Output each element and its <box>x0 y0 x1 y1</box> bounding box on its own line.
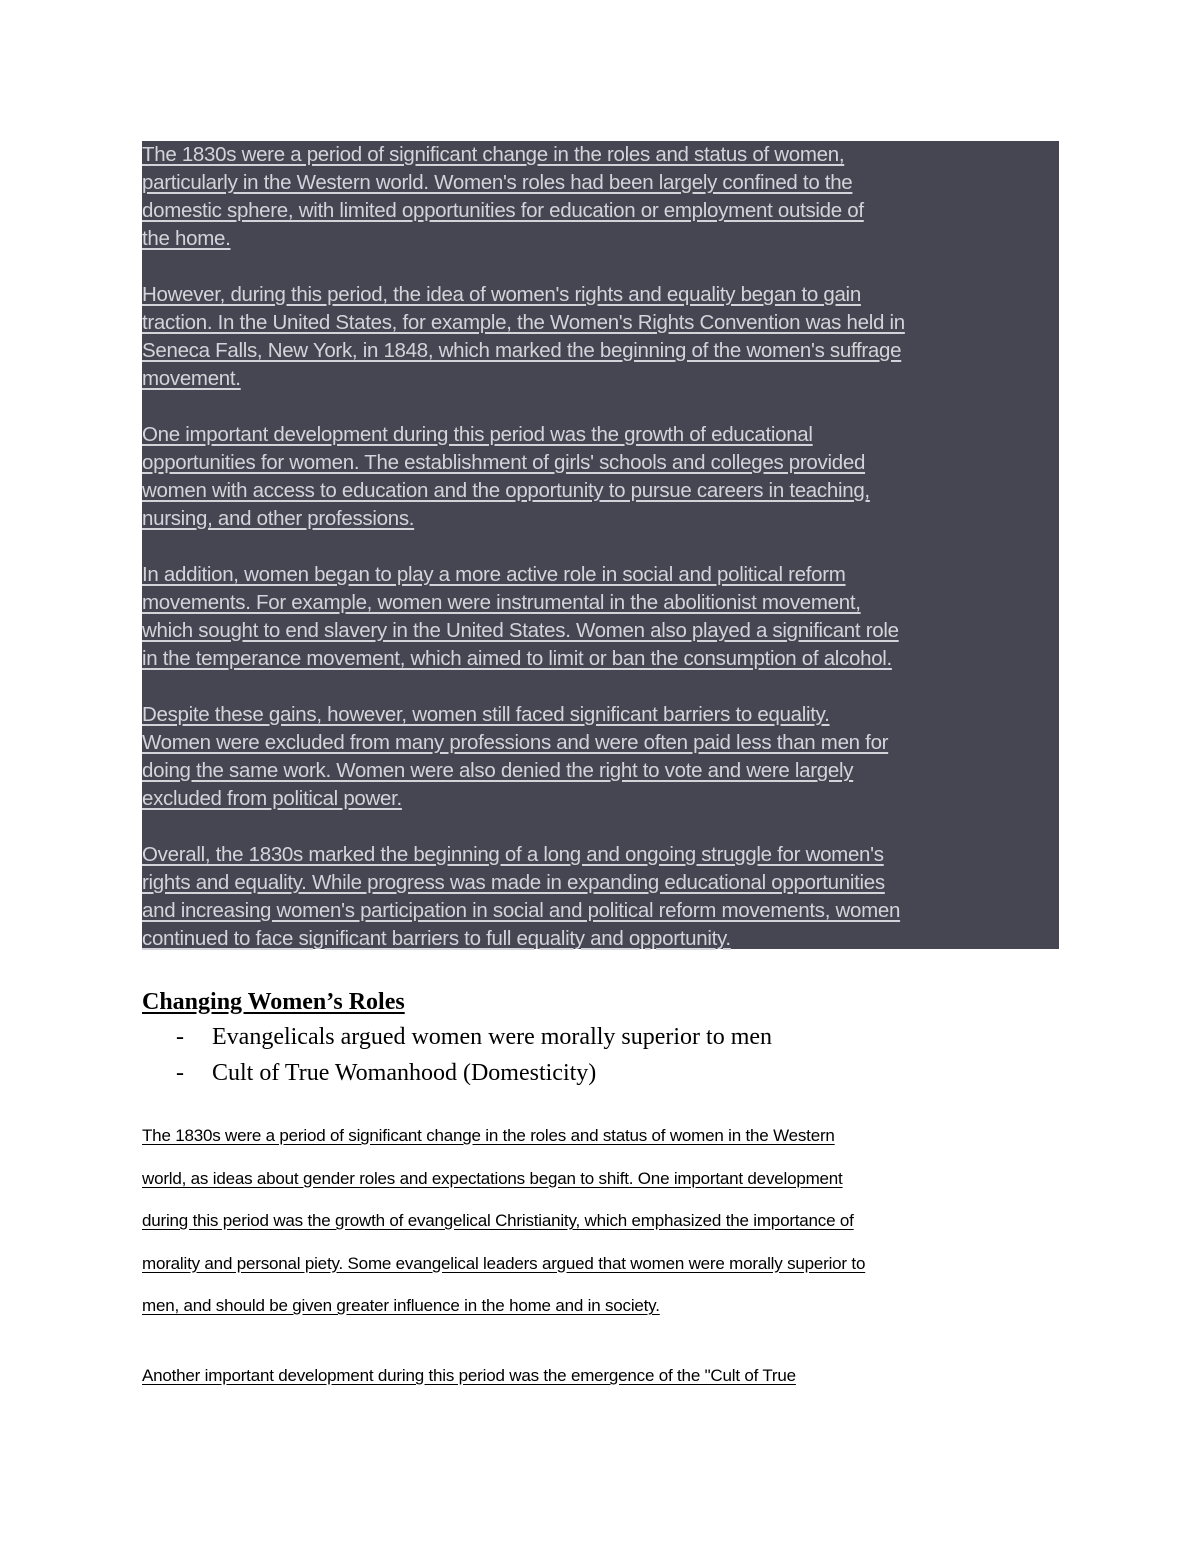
section-heading: Changing Women’s Roles <box>142 989 405 1015</box>
text-line: continued to face significant barriers to full equality and opportunity. <box>142 927 731 950</box>
text-line: which sought to end slavery in the United States. Women also played a significant role <box>142 619 899 642</box>
highlighted-paragraph-4 <box>142 561 1059 673</box>
highlighted-paragraph-5 <box>142 701 1059 813</box>
text-line: movements. For example, women were instrumental in the abolitionist movement, <box>142 591 861 614</box>
list-item <box>142 1060 772 1096</box>
list-item <box>142 1024 772 1060</box>
text-line: women with access to education and the opportunity to pursue careers in teaching, <box>142 479 870 502</box>
text-line: excluded from political power. <box>142 787 402 810</box>
text-line: opportunities for women. The establishment of girls' schools and colleges provided <box>142 451 866 474</box>
text-line: morality and personal piety. Some evangelical leaders argued that women were morally superior to <box>142 1253 866 1273</box>
bullet-list <box>142 1024 772 1096</box>
text-line: during this period was the growth of evangelical Christianity, which emphasized the importance of <box>142 1211 854 1230</box>
text-line: doing the same work. Women were also denied the right to vote and were largely <box>142 759 854 782</box>
text-line: particularly in the Western world. Women's roles had been largely confined to the <box>142 171 853 194</box>
bullet-marker: - <box>176 1024 184 1050</box>
text-line: domestic sphere, with limited opportunities for education or employment outside of <box>142 199 864 222</box>
bullet-marker: - <box>176 1060 184 1086</box>
body-paragraph-1 <box>142 1115 1072 1328</box>
text-line: However, during this period, the idea of women's rights and equality began to gain <box>142 283 861 306</box>
bullet-text: Cult of True Womanhood (Domesticity) <box>212 1060 597 1086</box>
text-line: Seneca Falls, New York, in 1848, which marked the beginning of the women's suffrage <box>142 339 902 362</box>
text-line: Despite these gains, however, women still faced significant barriers to equality. <box>142 703 830 726</box>
highlighted-text-block <box>142 141 1059 949</box>
highlighted-paragraph-1 <box>142 141 1059 253</box>
text-line: traction. In the United States, for example, the Women's Rights Convention was held in <box>142 311 905 334</box>
bullet-text: Evangelicals argued women were morally superior to men <box>212 1024 773 1050</box>
highlighted-paragraph-6 <box>142 841 1059 953</box>
text-line: and increasing women's participation in social and political reform movements, women <box>142 899 901 922</box>
text-line: In addition, women began to play a more active role in social and political reform <box>142 563 846 586</box>
text-line: The 1830s were a period of significant change in the roles and status of women in the Western <box>142 1126 835 1145</box>
text-line: The 1830s were a period of significant change in the roles and status of women, <box>142 143 845 166</box>
text-line: nursing, and other professions. <box>142 507 415 530</box>
text-line: in the temperance movement, which aimed to limit or ban the consumption of alcohol. <box>142 647 892 670</box>
text-line: rights and equality. While progress was made in expanding educational opportunities <box>142 871 885 894</box>
text-line: the home. <box>142 227 231 250</box>
highlighted-paragraph-2 <box>142 281 1059 393</box>
highlighted-paragraph-3 <box>142 421 1059 533</box>
text-line: Overall, the 1830s marked the beginning of a long and ongoing struggle for women's <box>142 843 884 866</box>
text-line: Women were excluded from many professions and were often paid less than men for <box>142 731 889 754</box>
text-line: Another important development during this period was the emergence of the "Cult of True <box>142 1366 796 1385</box>
text-line: movement. <box>142 367 241 390</box>
body-paragraph-2 <box>142 1355 1072 1398</box>
text-line: world, as ideas about gender roles and expectations began to shift. One important development <box>142 1168 843 1188</box>
text-line: One important development during this period was the growth of educational <box>142 423 813 446</box>
text-line: men, and should be given greater influence in the home and in society. <box>142 1296 660 1315</box>
